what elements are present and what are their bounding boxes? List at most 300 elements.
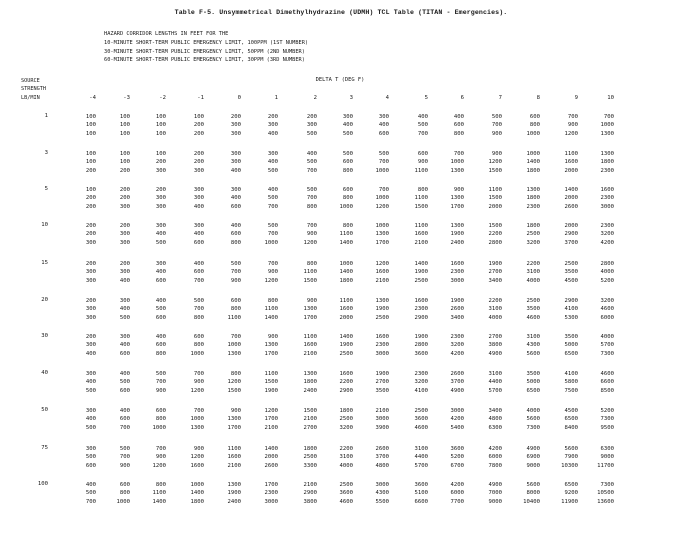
- corridor-length-value: 3100: [526, 269, 540, 276]
- table-cell: [66, 222, 96, 247]
- corridor-length-value: 5200: [600, 408, 614, 414]
- corridor-length-value: 4600: [526, 314, 540, 321]
- corridor-length-value: 1600: [375, 334, 389, 340]
- corridor-length-value: 4200: [488, 446, 502, 452]
- corridor-length-value: 1300: [190, 424, 204, 431]
- corridor-length-value: 200: [119, 195, 130, 202]
- corridor-length-value: 4500: [564, 277, 578, 284]
- table-cell: [211, 113, 241, 138]
- table-cell: [287, 445, 317, 470]
- corridor-length-value: 400: [119, 371, 130, 377]
- table-cell: [136, 222, 166, 247]
- source-header-line: LB/MIN: [21, 94, 40, 101]
- corridor-length-value: 5800: [564, 379, 578, 386]
- corridor-length-value: 300: [119, 334, 130, 340]
- corridor-length-value: 1600: [339, 306, 353, 313]
- corridor-length-value: 4200: [450, 416, 464, 423]
- corridor-length-value: 2100: [264, 424, 278, 431]
- corridor-length-value: 2500: [564, 261, 578, 267]
- corridor-length-value: 500: [85, 387, 96, 394]
- source-header-line: STRENGTH: [21, 86, 46, 93]
- corridor-length-value: 2800: [600, 261, 614, 267]
- corridor-length-value: 700: [267, 203, 278, 210]
- corridor-length-value: 200: [119, 167, 130, 174]
- table-cell: [136, 260, 166, 285]
- corridor-length-value: 300: [119, 203, 130, 210]
- corridor-length-value: 4200: [600, 239, 614, 246]
- source-strength-label: 3: [44, 150, 48, 156]
- table-cell: [174, 297, 204, 322]
- table-cell: [472, 333, 502, 358]
- corridor-length-value: 1300: [450, 223, 464, 229]
- corridor-length-value: 900: [267, 269, 278, 276]
- table-cell: [359, 186, 389, 211]
- corridor-length-value: 300: [85, 239, 96, 246]
- corridor-length-value: 500: [417, 122, 428, 129]
- table-cell: [472, 370, 502, 395]
- corridor-length-value: 1500: [264, 379, 278, 386]
- corridor-length-value: 9000: [526, 462, 540, 469]
- table-cell: [434, 222, 464, 247]
- corridor-length-value: 4100: [564, 371, 578, 377]
- corridor-length-value: 800: [417, 187, 428, 193]
- corridor-length-value: 1000: [227, 342, 241, 349]
- corridor-length-value: 300: [306, 122, 317, 129]
- corridor-length-value: 800: [453, 130, 464, 137]
- corridor-length-value: 3800: [488, 342, 502, 349]
- table-cell: [100, 370, 130, 395]
- corridor-length-value: 2500: [303, 454, 317, 461]
- table-cell: [174, 481, 204, 506]
- table-cell: [548, 445, 578, 470]
- corridor-length-value: 4600: [600, 371, 614, 377]
- table-cell: [510, 186, 540, 211]
- corridor-length-value: 800: [230, 306, 241, 313]
- corridor-length-value: 2500: [339, 416, 353, 423]
- corridor-length-value: 3300: [303, 462, 317, 469]
- corridor-length-value: 700: [193, 306, 204, 313]
- corridor-length-value: 200: [306, 114, 317, 120]
- corridor-length-value: 200: [85, 298, 96, 304]
- corridor-length-value: 6600: [414, 498, 428, 505]
- corridor-length-value: 7300: [526, 424, 540, 431]
- corridor-length-value: 300: [230, 122, 241, 129]
- table-cell: [211, 407, 241, 432]
- table-cell: [174, 222, 204, 247]
- corridor-length-value: 300: [342, 114, 353, 120]
- corridor-length-value: 3500: [564, 269, 578, 276]
- corridor-length-value: 1100: [264, 306, 278, 313]
- corridor-length-value: 1800: [339, 408, 353, 414]
- table-cell: [211, 297, 241, 322]
- corridor-length-value: 300: [267, 151, 278, 157]
- corridor-length-value: 900: [119, 462, 130, 469]
- corridor-length-value: 4000: [339, 462, 353, 469]
- corridor-length-value: 3400: [488, 277, 502, 284]
- table-cell: [100, 260, 130, 285]
- corridor-length-value: 100: [85, 159, 96, 166]
- corridor-length-value: 2600: [264, 462, 278, 469]
- corridor-length-value: 1300: [303, 306, 317, 313]
- corridor-length-value: 600: [342, 187, 353, 193]
- column-header: -2: [159, 95, 166, 101]
- corridor-length-value: 1100: [564, 151, 578, 157]
- corridor-length-value: 700: [119, 454, 130, 461]
- table-cell: [472, 150, 502, 175]
- corridor-length-value: 1200: [190, 387, 204, 394]
- corridor-length-value: 2200: [526, 261, 540, 267]
- corridor-length-value: 1300: [600, 151, 614, 157]
- corridor-length-value: 2100: [303, 482, 317, 488]
- table-cell: [287, 222, 317, 247]
- corridor-length-value: 300: [193, 223, 204, 229]
- table-cell: [211, 186, 241, 211]
- corridor-length-value: 10300: [561, 462, 578, 469]
- table-cell: [211, 481, 241, 506]
- corridor-length-value: 1400: [414, 261, 428, 267]
- table-cell: [211, 222, 241, 247]
- table-cell: [323, 222, 353, 247]
- corridor-length-value: 100: [119, 130, 130, 137]
- table-cell: [398, 370, 428, 395]
- corridor-length-value: 1300: [227, 416, 241, 423]
- table-cell: [287, 297, 317, 322]
- corridor-length-value: 100: [119, 159, 130, 166]
- corridor-length-value: 1400: [526, 159, 540, 166]
- corridor-length-value: 6600: [600, 379, 614, 386]
- corridor-length-value: 1900: [450, 298, 464, 304]
- table-cell: [584, 260, 614, 285]
- corridor-length-value: 1600: [450, 261, 464, 267]
- corridor-length-value: 700: [567, 114, 578, 120]
- table-cell: [398, 260, 428, 285]
- corridor-length-value: 2900: [339, 387, 353, 394]
- corridor-length-value: 400: [155, 231, 166, 238]
- table-cell: [287, 481, 317, 506]
- corridor-length-value: 200: [230, 114, 241, 120]
- table-cell: [248, 481, 278, 506]
- corridor-length-value: 9000: [488, 498, 502, 505]
- corridor-length-value: 700: [230, 269, 241, 276]
- table-cell: [136, 113, 166, 138]
- corridor-length-value: 1000: [190, 416, 204, 423]
- corridor-length-value: 5400: [450, 424, 464, 431]
- corridor-length-value: 1200: [564, 130, 578, 137]
- corridor-length-value: 1100: [227, 446, 241, 452]
- corridor-length-value: 1100: [227, 314, 241, 321]
- corridor-length-value: 900: [306, 231, 317, 238]
- corridor-length-value: 3000: [600, 203, 614, 210]
- corridor-length-value: 500: [306, 159, 317, 166]
- corridor-length-value: 4600: [414, 424, 428, 431]
- corridor-length-value: 4900: [526, 446, 540, 452]
- corridor-length-value: 400: [119, 277, 130, 284]
- table-title: Table F-5. Unsymmetrical Dimethylhydrazine (UDMH) TCL Table (TITAN - Emergencies).: [174, 9, 508, 16]
- corridor-length-value: 1600: [375, 269, 389, 276]
- table-cell: [248, 186, 278, 211]
- corridor-length-value: 1500: [303, 277, 317, 284]
- corridor-length-value: 300: [85, 314, 96, 321]
- table-cell: [398, 186, 428, 211]
- corridor-length-value: 4100: [564, 306, 578, 313]
- table-cell: [136, 407, 166, 432]
- corridor-length-value: 3600: [414, 482, 428, 488]
- corridor-length-value: 1000: [450, 159, 464, 166]
- source-strength-label: 15: [41, 260, 48, 266]
- corridor-length-value: 1900: [264, 387, 278, 394]
- table-cell: [248, 113, 278, 138]
- corridor-length-value: 2000: [488, 203, 502, 210]
- table-cell: [434, 407, 464, 432]
- table-cell: [359, 333, 389, 358]
- corridor-length-value: 3000: [450, 408, 464, 414]
- table-cell: [174, 113, 204, 138]
- corridor-length-value: 300: [85, 277, 96, 284]
- corridor-length-value: 800: [230, 371, 241, 377]
- corridor-length-value: 1700: [375, 239, 389, 246]
- corridor-length-value: 2700: [488, 269, 502, 276]
- corridor-length-value: 100: [193, 114, 204, 120]
- corridor-length-value: 700: [267, 261, 278, 267]
- column-header: 5: [424, 95, 428, 101]
- corridor-length-value: 7700: [450, 498, 464, 505]
- table-cell: [548, 186, 578, 211]
- column-header: 0: [237, 95, 241, 101]
- corridor-length-value: 400: [85, 379, 96, 386]
- column-header: -1: [197, 95, 204, 101]
- corridor-length-value: 1400: [264, 446, 278, 452]
- corridor-length-value: 2600: [450, 371, 464, 377]
- corridor-length-value: 1200: [303, 239, 317, 246]
- table-cell: [287, 150, 317, 175]
- corridor-length-value: 800: [155, 416, 166, 423]
- corridor-length-value: 7900: [564, 454, 578, 461]
- corridor-length-value: 600: [342, 159, 353, 166]
- corridor-length-value: 600: [155, 342, 166, 349]
- corridor-length-value: 3500: [564, 334, 578, 340]
- corridor-length-value: 1000: [190, 482, 204, 488]
- corridor-length-value: 1600: [414, 231, 428, 238]
- corridor-length-value: 4600: [600, 306, 614, 313]
- corridor-length-value: 200: [193, 130, 204, 137]
- corridor-length-value: 3200: [414, 379, 428, 386]
- corridor-length-value: 2100: [414, 239, 428, 246]
- column-header: 7: [498, 95, 502, 101]
- column-header: 6: [460, 95, 464, 101]
- corridor-length-value: 2200: [488, 298, 502, 304]
- table-cell: [66, 370, 96, 395]
- corridor-length-value: 1000: [339, 203, 353, 210]
- corridor-length-value: 400: [453, 114, 464, 120]
- corridor-length-value: 400: [155, 334, 166, 340]
- table-cell: [584, 481, 614, 506]
- corridor-length-value: 400: [306, 151, 317, 157]
- corridor-length-value: 700: [378, 159, 389, 166]
- corridor-length-value: 3900: [375, 424, 389, 431]
- table-cell: [510, 113, 540, 138]
- corridor-length-value: 1100: [303, 334, 317, 340]
- corridor-length-value: 300: [193, 167, 204, 174]
- table-cell: [248, 333, 278, 358]
- column-header: 9: [574, 95, 578, 101]
- corridor-length-value: 4200: [450, 482, 464, 488]
- table-cell: [211, 370, 241, 395]
- corridor-length-value: 2500: [339, 482, 353, 488]
- corridor-length-value: 4900: [488, 482, 502, 488]
- table-cell: [248, 150, 278, 175]
- note-line: 10-MINUTE SHORT-TERM PUBLIC EMERGENCY LIMIT, 100PPM (1ST NUMBER): [104, 39, 309, 46]
- corridor-length-value: 300: [85, 408, 96, 414]
- corridor-length-value: 1700: [264, 482, 278, 488]
- table-cell: [323, 370, 353, 395]
- corridor-length-value: 5000: [564, 342, 578, 349]
- table-cell: [584, 113, 614, 138]
- corridor-length-value: 2100: [375, 408, 389, 414]
- table-cell: [359, 481, 389, 506]
- corridor-length-value: 600: [193, 269, 204, 276]
- corridor-length-value: 3600: [414, 416, 428, 423]
- corridor-length-value: 800: [193, 342, 204, 349]
- corridor-length-value: 2100: [303, 350, 317, 357]
- corridor-length-value: 3200: [600, 298, 614, 304]
- corridor-length-value: 2300: [375, 342, 389, 349]
- corridor-length-value: 700: [85, 498, 96, 505]
- corridor-length-value: 1000: [375, 167, 389, 174]
- corridor-length-value: 4000: [526, 277, 540, 284]
- table-cell: [174, 407, 204, 432]
- corridor-length-value: 4900: [450, 387, 464, 394]
- corridor-length-value: 500: [230, 261, 241, 267]
- corridor-length-value: 700: [603, 114, 614, 120]
- table-cell: [434, 333, 464, 358]
- table-cell: [174, 370, 204, 395]
- corridor-length-value: 4500: [564, 408, 578, 414]
- corridor-length-value: 2000: [339, 314, 353, 321]
- corridor-length-value: 1700: [303, 314, 317, 321]
- corridor-length-value: 700: [417, 130, 428, 137]
- corridor-length-value: 800: [155, 482, 166, 488]
- table-cell: [100, 445, 130, 470]
- corridor-length-value: 900: [155, 387, 166, 394]
- corridor-length-value: 200: [85, 231, 96, 238]
- corridor-length-value: 3000: [375, 350, 389, 357]
- corridor-length-value: 1400: [339, 269, 353, 276]
- table-cell: [359, 113, 389, 138]
- table-cell: [287, 407, 317, 432]
- corridor-length-value: 6000: [488, 454, 502, 461]
- corridor-length-value: 4000: [526, 408, 540, 414]
- corridor-length-value: 700: [453, 151, 464, 157]
- table-cell: [100, 333, 130, 358]
- corridor-length-value: 4900: [488, 350, 502, 357]
- table-cell: [287, 260, 317, 285]
- source-strength-header: [21, 77, 46, 102]
- corridor-length-value: 900: [267, 334, 278, 340]
- corridor-length-value: 1100: [414, 223, 428, 229]
- corridor-length-value: 6000: [600, 314, 614, 321]
- corridor-length-value: 600: [85, 462, 96, 469]
- corridor-length-value: 2400: [450, 239, 464, 246]
- corridor-length-value: 4000: [600, 334, 614, 340]
- corridor-length-value: 3000: [375, 416, 389, 423]
- table-cell: [66, 113, 96, 138]
- corridor-length-value: 6500: [526, 387, 540, 394]
- corridor-length-value: 1100: [414, 195, 428, 202]
- corridor-length-value: 1500: [488, 223, 502, 229]
- table-cell: [100, 113, 130, 138]
- corridor-length-value: 1900: [414, 334, 428, 340]
- corridor-length-value: 3700: [375, 454, 389, 461]
- corridor-length-value: 3200: [600, 231, 614, 238]
- corridor-length-value: 1500: [303, 408, 317, 414]
- table-cell: [584, 186, 614, 211]
- corridor-length-value: 1300: [303, 371, 317, 377]
- corridor-length-value: 1000: [152, 424, 166, 431]
- corridor-length-value: 800: [230, 239, 241, 246]
- corridor-length-value: 300: [85, 269, 96, 276]
- corridor-length-value: 2900: [303, 490, 317, 497]
- corridor-length-value: 3800: [303, 498, 317, 505]
- corridor-length-value: 11900: [561, 498, 578, 505]
- corridor-length-value: 3500: [526, 306, 540, 313]
- corridor-length-value: 400: [85, 416, 96, 423]
- table-cell: [248, 297, 278, 322]
- corridor-length-value: 5300: [564, 314, 578, 321]
- corridor-length-value: 5100: [414, 490, 428, 497]
- corridor-length-value: 600: [378, 130, 389, 137]
- corridor-length-value: 1300: [227, 482, 241, 488]
- table-cell: [323, 297, 353, 322]
- corridor-length-value: 1800: [303, 446, 317, 452]
- corridor-length-value: 600: [230, 203, 241, 210]
- corridor-length-value: 300: [155, 195, 166, 202]
- corridor-length-value: 2500: [375, 314, 389, 321]
- corridor-length-value: 1600: [414, 298, 428, 304]
- table-cell: [100, 222, 130, 247]
- corridor-length-value: 700: [193, 371, 204, 377]
- corridor-length-value: 500: [85, 424, 96, 431]
- corridor-length-value: 6000: [450, 490, 464, 497]
- source-strength-label: 50: [41, 407, 48, 413]
- table-cell: [548, 150, 578, 175]
- source-header-line: SOURCE: [21, 78, 40, 84]
- corridor-length-value: 3100: [488, 371, 502, 377]
- corridor-length-value: 500: [119, 446, 130, 452]
- corridor-length-value: 200: [85, 261, 96, 267]
- corridor-length-value: 1200: [264, 408, 278, 414]
- corridor-length-value: 300: [230, 187, 241, 193]
- corridor-length-value: 6500: [564, 416, 578, 423]
- corridor-length-value: 2600: [450, 306, 464, 313]
- note-line: 60-MINUTE SHORT-TERM PUBLIC EMERGENCY LIMIT, 30PPM (3RD NUMBER): [104, 57, 305, 64]
- corridor-length-value: 300: [193, 195, 204, 202]
- corridor-length-value: 800: [306, 261, 317, 267]
- corridor-length-value: 1600: [339, 371, 353, 377]
- corridor-length-value: 1400: [264, 314, 278, 321]
- corridor-length-value: 1600: [190, 462, 204, 469]
- corridor-length-value: 3500: [526, 371, 540, 377]
- corridor-length-value: 4800: [375, 462, 389, 469]
- corridor-length-value: 2300: [450, 269, 464, 276]
- table-cell: [510, 150, 540, 175]
- corridor-length-value: 600: [193, 239, 204, 246]
- corridor-length-value: 200: [85, 334, 96, 340]
- corridor-length-value: 100: [155, 130, 166, 137]
- corridor-length-value: 500: [267, 195, 278, 202]
- corridor-length-value: 4300: [526, 342, 540, 349]
- corridor-length-value: 5600: [526, 416, 540, 423]
- corridor-length-value: 900: [230, 277, 241, 284]
